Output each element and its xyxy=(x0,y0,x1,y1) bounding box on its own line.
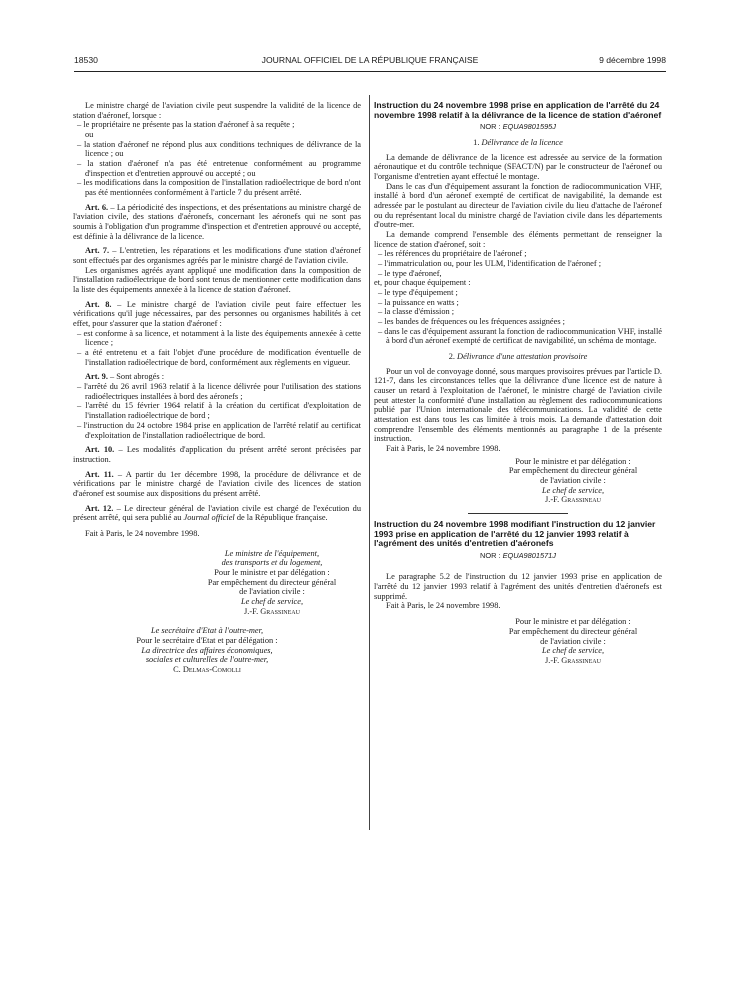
instruction-1-title: Instruction du 24 novembre 1998 prise en application de l'arrêté du 24 novembre 1998 relatif à la délivrance de la licence de station d'aéronef xyxy=(374,100,662,120)
nor-label: NOR : xyxy=(479,122,503,132)
article-8-label: Art. 8. xyxy=(85,299,112,309)
condition-item: – les modifications dans la composition de l'installation radioélectrique de bord n'ont pas été mentionnées conformément à l'article 7 du présent arrêté. xyxy=(77,178,361,198)
issue-date: 9 décembre 1998 xyxy=(599,55,666,65)
section-1-equipment-item: – les bandes de fréquences ou les fréquences assignées ; xyxy=(378,316,565,326)
condition-or: ou xyxy=(85,130,94,140)
signatory-title: La directrice des affaires économiques, xyxy=(141,645,273,655)
page-header xyxy=(74,55,666,69)
delegation-line: Pour le ministre et par délégation : xyxy=(515,617,631,627)
page-number: 18530 xyxy=(74,55,98,65)
article-11-label: Art. 11. xyxy=(85,469,114,479)
article-8-item: – a été entretenu et a fait l'objet d'une procédure de modification éventuelle de l'installation radioélectrique de bord, conformément aux règlements en vigueur. xyxy=(77,348,361,367)
delegation-line: de l'aviation civile : xyxy=(540,476,606,485)
article-9-text: – Sont abrogés : xyxy=(107,372,165,382)
signature-block-minister xyxy=(183,549,361,617)
article-6 xyxy=(73,203,361,242)
delegation-line: de l'aviation civile : xyxy=(239,587,305,597)
section-1-title: Délivrance de la licence xyxy=(481,137,563,147)
done-at-paris: Fait à Paris, le 24 novembre 1998. xyxy=(85,528,200,538)
article-6-text: – La périodicité des inspections, et des présentations au ministre chargé de l'aviation civile, des stations d'aéronefs, concernant les aéronefs qui ne sont pas soumis à l'obligation d'un programme d'inspection et d'entretien approuvé ou accepté, est définie à la délivrance de la licence. xyxy=(73,202,362,241)
separator-line xyxy=(468,513,568,514)
signature-block-instruction-2 xyxy=(484,617,662,665)
section-2-title: Délivrance d'une attestation provisoire xyxy=(457,351,588,361)
instruction-1-nor xyxy=(374,123,662,132)
delegation-line: Par empêchement du directeur général xyxy=(508,466,638,476)
section-1-equipment-item: – dans le cas d'équipement assurant la fonction de radiocommunication VHF, installé à bord d'un aéronef exempté de certificat de navigabilité, un schéma de montage. xyxy=(378,326,662,346)
signatory-role: Le chef de service, xyxy=(240,596,304,606)
signature-block-secretary xyxy=(73,626,341,674)
signatory-title: des transports et du logement, xyxy=(221,558,323,568)
condition-item: – la station d'aéronef n'a pas été entretenue conformément au programme d'inspection et d'entretien approuvé ou accepté ; ou xyxy=(77,159,361,178)
done-at-paris: Fait à Paris, le 24 novembre 1998. xyxy=(386,601,501,611)
nor-code: EQUA9801571J xyxy=(502,550,556,560)
section-1-item: – le type d'aéronef, xyxy=(378,268,442,278)
delegation-line: Pour le ministre et par délégation : xyxy=(515,456,631,466)
article-7-paragraph-2: Les organismes agréés ayant appliqué une modification dans la composition de l'installation radioélectrique de bord sont tenus de mentionner cette modification dans la liste des équipements annexée à la licence de station d'aéronef. xyxy=(73,265,361,295)
left-column xyxy=(73,101,361,675)
section-1-paragraph: Dans le cas d'un d'équipement assurant la fonction de radiocommunication VHF, installé à bord d'un aéronef exempté de certificat de navigabilité, la demande est adressée par le postulant au directeur de l'aviation civile du lieu d'attache de l'aéronef ou du représentant local du ministre chargé de l'aviation civile dans les départements d'outre-mer. xyxy=(374,181,662,230)
instruction-2-title: Instruction du 24 novembre 1998 modifiant l'instruction du 12 janvier 1993 prise en application de l'arrêté du 12 janvier 1993 relatif à l'agrément des unités d'entretien d'aéronefs xyxy=(374,519,656,549)
signatory-name: J.-F. Grassineau xyxy=(545,495,601,505)
article-12-text-end: de la République française. xyxy=(234,513,328,523)
section-1-equipment-item: – le type d'équipement ; xyxy=(378,287,458,297)
article-10 xyxy=(73,445,361,464)
section-2-number: 2. xyxy=(448,351,458,361)
journal-title: JOURNAL OFFICIEL DE LA RÉPUBLIQUE FRANÇAISE xyxy=(261,55,479,65)
section-1-equipment-item: – la puissance en watts ; xyxy=(378,297,459,307)
article-6-label: Art. 6. xyxy=(85,202,109,212)
signatory-name: J.-F. Grassineau xyxy=(244,606,300,616)
done-at-paris: Fait à Paris, le 24 novembre 1998. xyxy=(386,443,501,453)
delegation-line: Par empêchement du directeur général xyxy=(508,626,638,636)
article-12 xyxy=(73,504,361,523)
signatory-role: Le chef de service, xyxy=(541,485,605,495)
journal-officiel-ref: Journal officiel xyxy=(183,513,235,523)
article-9-item: – l'arrêté du 15 février 1964 relatif à la création du certificat d'exploitation de l'installation radioélectrique de bord ; xyxy=(77,401,361,421)
section-1-number: 1. xyxy=(473,137,482,147)
delegation-line: Pour le secrétaire d'Etat et par délégation : xyxy=(136,635,278,645)
article-11-text: – A partir du 1er décembre 1998, la procédure de délivrance et de vérifications par le ministre chargé de l'aviation civile des licences de station d'aéronef est soumise aux dispositions du présent arrêté. xyxy=(73,469,361,498)
signature-block-instruction-1 xyxy=(484,457,662,505)
signatory-name: J.-F. Grassineau xyxy=(545,655,601,665)
signatory-name: C. Delmas-Comolli xyxy=(173,664,241,674)
article-8-item: – est conforme à sa licence, et notamment à la liste des équipements annexée à cette licence ; xyxy=(77,328,361,348)
section-2-heading xyxy=(374,352,662,362)
article-12-text: – Le directeur général de l'aviation civile est chargé de l'exécution du présent arrêté, qui sera publié au xyxy=(73,503,361,523)
article-7-text: – L'entretien, les réparations et les modifications d'une station d'aéronef sont effectués par des organismes agréés par le ministre chargé de l'aviation civile. xyxy=(73,246,361,266)
article-11 xyxy=(73,470,361,499)
article-8-text: – Le ministre chargé de l'aviation civile peut faire effectuer les vérifications qu'il juge nécessaires, par des personnes ou organismes habilités à cet effet, pour s'assurer que la station d'aéronef : xyxy=(73,299,362,329)
condition-item: – la station d'aéronef ne répond plus aux conditions techniques de délivrance de la licence ; ou xyxy=(77,139,361,159)
signatory-title: sociales et culturelles de l'outre-mer, xyxy=(145,655,269,665)
header-rule xyxy=(74,71,666,72)
article-9-item: – l'arrêté du 26 avril 1963 relatif à la licence délivrée pour l'utilisation des stations radioélectriques installées à bord des aéronefs ; xyxy=(77,382,361,401)
section-2-paragraph: Pour un vol de convoyage donné, sous marques provisoires prévues par l'article D. 121-7, dans les circonstances telles que la délivrance d'une licence est de nature à causer un retard à l'exploitation de l'aéronef, le ministre chargé de l'aviation civile peut attester la conformité d'une installation au règlement des radiocommunications publié par l'Union internationale des télécommunications. La validité de cette attestation est dans tous les cas limitée à trois mois. La demande d'attestation doit comprendre l'ensemble des éléments mentionnés au paragraphe 1 de la présente instruction. xyxy=(374,366,662,444)
article-9-item: – l'instruction du 24 octobre 1984 prise en application de l'arrêté relatif au certificat d'exploitation de l'installation radioélectrique de bord. xyxy=(77,420,361,440)
section-1-paragraph: La demande de délivrance de la licence est adressée au service de la formation aéronautique et du contrôle technique (SFACT/N) par le constructeur de l'aéronef ou l'organisme d'entretien ayant effectué le montage. xyxy=(374,152,662,181)
nor-code: EQUA9801595J xyxy=(502,122,556,132)
delegation-line: Pour le ministre et par délégation : xyxy=(214,567,330,577)
section-1-item: – l'immatriculation ou, pour les ULM, l'identification de l'aéronef ; xyxy=(378,258,602,268)
instruction-2-nor xyxy=(374,552,662,561)
article-7-label: Art. 7. xyxy=(85,246,110,256)
article-8 xyxy=(73,300,361,329)
article-10-label: Art. 10. xyxy=(85,445,115,455)
nor-label: NOR : xyxy=(479,550,503,560)
intro-paragraph: Le ministre chargé de l'aviation civile peut suspendre la validité de la licence de station d'aéronef, lorsque : xyxy=(73,101,361,120)
article-9-label: Art. 9. xyxy=(85,372,108,382)
article-9 xyxy=(73,372,361,382)
delegation-line: Par empêchement du directeur général xyxy=(207,577,337,587)
delegation-line: de l'aviation civile : xyxy=(540,636,606,646)
signatory-title: Le ministre de l'équipement, xyxy=(224,548,320,558)
condition-item: – le propriétaire ne présente pas la station d'aéronef à sa requête ; xyxy=(77,120,295,130)
instruction-2-paragraph: Le paragraphe 5.2 de l'instruction du 12 janvier 1993 prise en application de l'arrêté du 12 janvier 1993 relatif à l'agrément des unités d'entretien d'aéronefs est supprimé. xyxy=(374,572,662,601)
signatory-title: Le secrétaire d'Etat à l'outre-mer, xyxy=(150,626,264,636)
section-1-and: et, pour chaque équipement : xyxy=(374,278,471,288)
section-1-item: – les références du propriétaire de l'aéronef ; xyxy=(378,249,527,259)
article-7 xyxy=(73,246,361,265)
column-divider xyxy=(369,95,370,830)
article-12-label: Art. 12. xyxy=(85,503,114,513)
section-1-paragraph: La demande comprend l'ensemble des éléments permettant de renseigner la licence de station d'aéronef, soit : xyxy=(374,229,662,249)
signatory-role: Le chef de service, xyxy=(541,646,605,656)
article-10-text: – Les modalités d'application du présent arrêté seront précisées par instruction. xyxy=(73,445,362,464)
right-column xyxy=(374,101,662,666)
section-1-equipment-item: – la classe d'émission ; xyxy=(378,307,455,317)
section-1-heading xyxy=(374,138,662,148)
